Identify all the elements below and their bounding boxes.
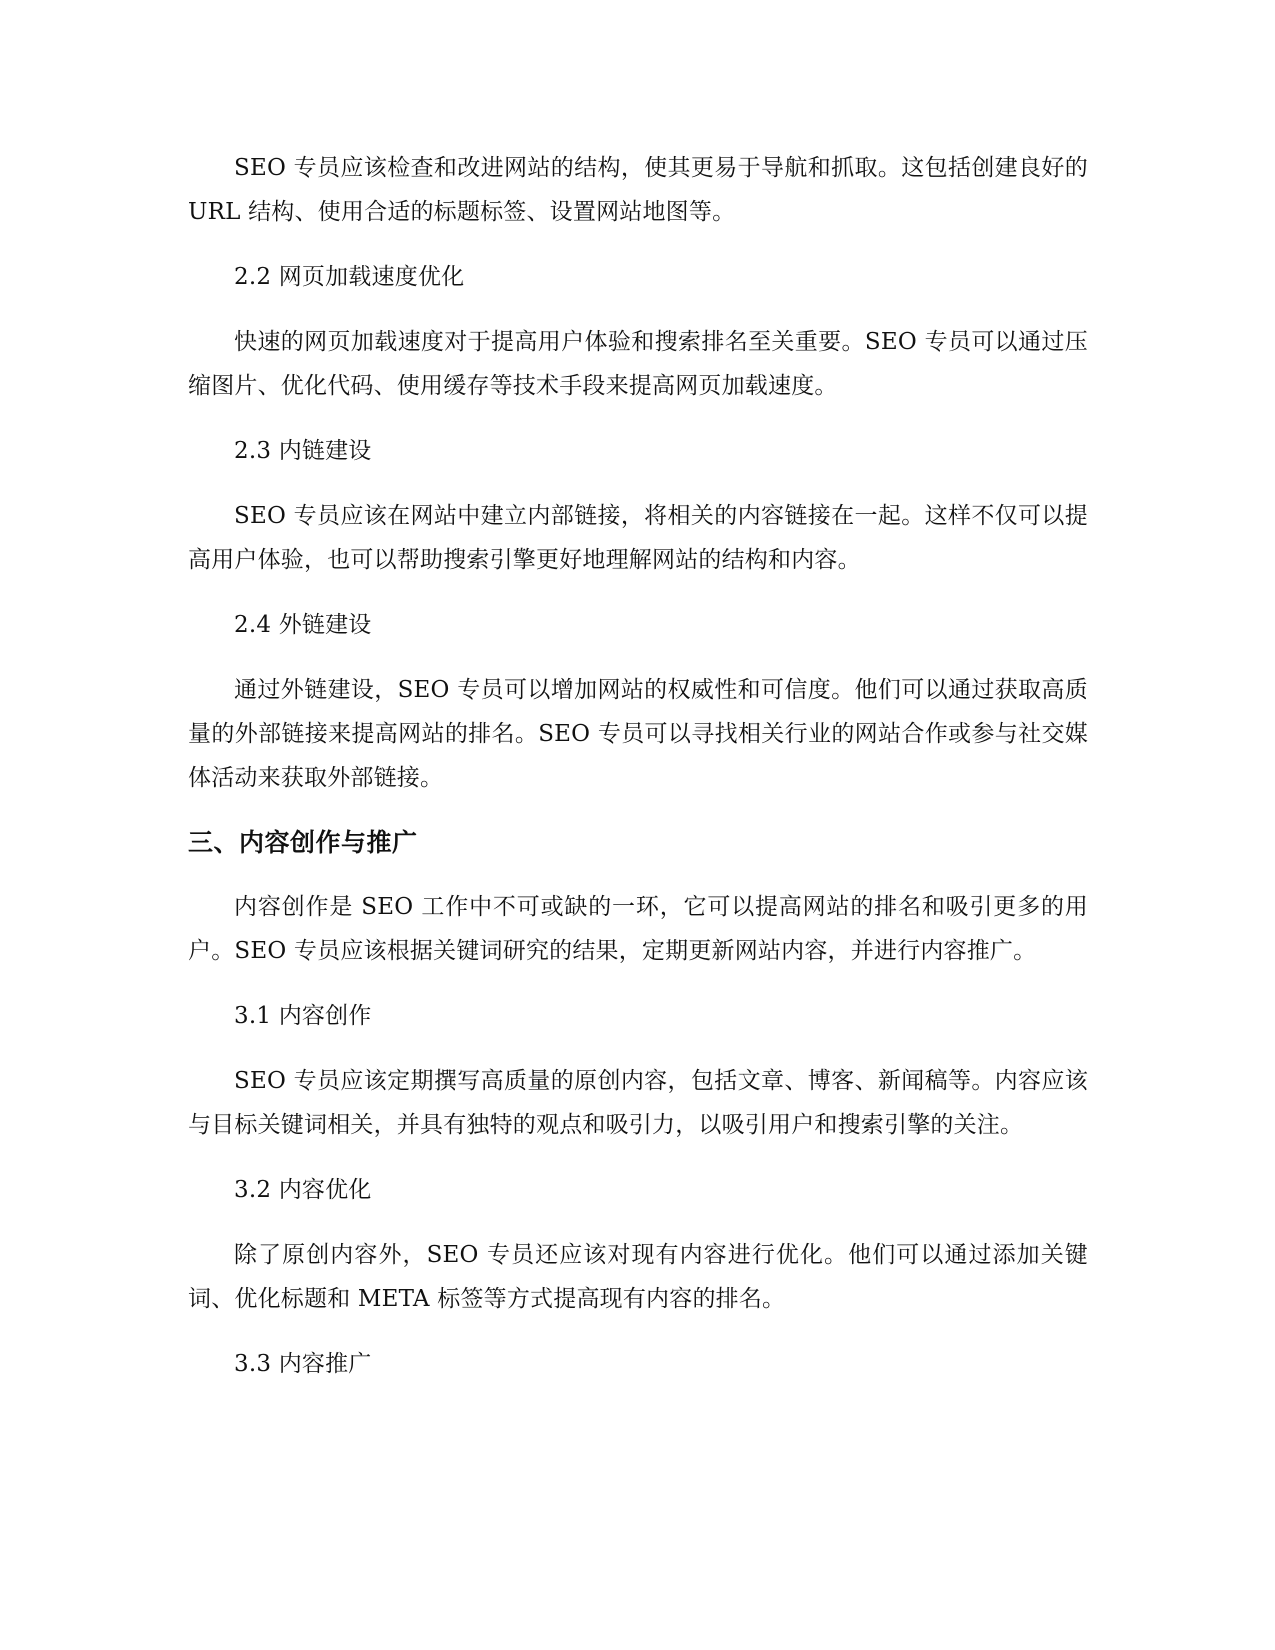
paragraph-external-links: 通过外链建设，SEO 专员可以增加网站的权威性和可信度。他们可以通过获取高质量的外部链接来提高网站的排名。SEO 专员可以寻找相关行业的网站合作或参与社交媒体活动来获取外部链接。 <box>188 677 1088 791</box>
subheading-2-2: 2.2 网页加载速度优化 <box>234 264 465 290</box>
subheading-3-2: 3.2 内容优化 <box>234 1177 372 1203</box>
paragraph-content-optimization: 除了原创内容外，SEO 专员还应该对现有内容进行优化。他们可以通过添加关键词、优化标题和 META 标签等方式提高现有内容的排名。 <box>188 1242 1088 1312</box>
paragraph-content-intro: 内容创作是 SEO 工作中不可或缺的一环，它可以提高网站的排名和吸引更多的用户。SEO 专员应该根据关键词研究的结果，定期更新网站内容，并进行内容推广。 <box>188 894 1088 964</box>
section-heading-3: 三、内容创作与推广 <box>188 828 418 857</box>
document-body <box>188 146 1088 1407</box>
paragraph-content-creation: SEO 专员应该定期撰写高质量的原创内容，包括文章、博客、新闻稿等。内容应该与目标关键词相关，并具有独特的观点和吸引力，以吸引用户和搜索引擎的关注。 <box>188 1068 1088 1138</box>
subheading-2-3: 2.3 内链建设 <box>234 438 372 464</box>
paragraph-internal-links: SEO 专员应该在网站中建立内部链接，将相关的内容链接在一起。这样不仅可以提高用户体验，也可以帮助搜索引擎更好地理解网站的结构和内容。 <box>188 503 1088 573</box>
subheading-3-1: 3.1 内容创作 <box>234 1003 372 1029</box>
paragraph-page-speed: 快速的网页加载速度对于提高用户体验和搜索排名至关重要。SEO 专员可以通过压缩图片、优化代码、使用缓存等技术手段来提高网页加载速度。 <box>188 329 1088 399</box>
subheading-2-4: 2.4 外链建设 <box>234 612 372 638</box>
subheading-3-3: 3.3 内容推广 <box>234 1351 372 1377</box>
paragraph-site-structure: SEO 专员应该检查和改进网站的结构，使其更易于导航和抓取。这包括创建良好的 URL 结构、使用合适的标题标签、设置网站地图等。 <box>188 155 1088 225</box>
